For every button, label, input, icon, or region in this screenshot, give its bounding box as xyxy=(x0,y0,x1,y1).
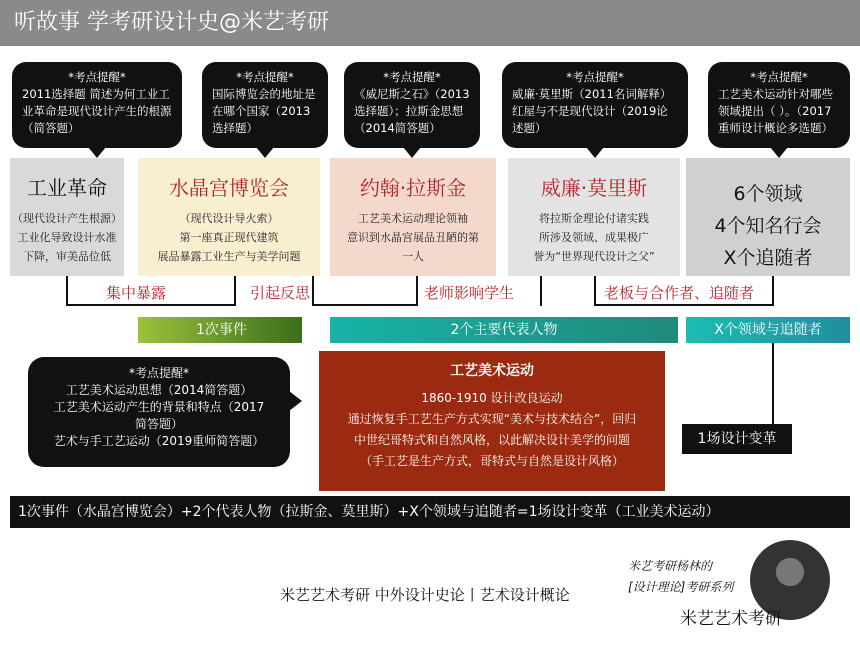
card-line: 工艺美术运动理论领袖 xyxy=(358,212,468,225)
tip-body: 工艺美术运动针对哪些领域提出（ ）。（2017重师设计概论多选题） xyxy=(718,87,833,135)
signature-line-1: 米艺考研杨林的 xyxy=(628,559,713,573)
card-title: 水晶宫博览会 xyxy=(169,176,289,200)
card-line: 意识到水晶宫展品丑陋的第 xyxy=(347,231,479,244)
summary-formula: 1次事件（水晶宫博览会）+2个代表人物（拉斯金、莫里斯）+X个领域与追随者=1场设计变革（工业美术运动） xyxy=(10,496,850,528)
connector-line xyxy=(416,276,418,306)
tip-head: *考点提醒* xyxy=(566,70,624,84)
core-line: 中世纪哥特式和自然风格，以此解决设计美学的问题 xyxy=(353,433,630,447)
john-ruskin-card xyxy=(330,158,496,276)
relation-label: 老师影响学生 xyxy=(424,284,515,302)
watermark-text: 米艺艺术考研 xyxy=(680,609,782,629)
tip-head: *考点提醒* xyxy=(68,70,126,84)
tip-body: 2011选择题 简述为何工业工业革命是现代设计产生的根源（简答题） xyxy=(22,87,172,135)
relation-label: 集中暴露 xyxy=(106,284,167,302)
design-revolution-label: 1场设计变革 xyxy=(682,424,792,454)
band-figures: 2个主要代表人物 xyxy=(330,317,678,343)
card-title: 工业革命 xyxy=(27,176,107,200)
tip-line: 艺术与手工艺运动（2019重师简答题） xyxy=(53,434,265,448)
card-line: （现代设计导火索） xyxy=(179,212,279,225)
connector-line xyxy=(66,276,68,306)
relation-label: 老板与合作者、追随者 xyxy=(604,284,755,302)
card-line: 下降，审美品位低 xyxy=(23,250,111,263)
tip-body: 国际博览会的地址是在哪个国家（2013选择题） xyxy=(212,87,316,135)
connector-line xyxy=(66,304,236,306)
tip-head: *考点提醒* xyxy=(750,70,808,84)
industrial-revolution-card xyxy=(10,158,124,276)
card-line: 誉为“世界现代设计之父” xyxy=(533,250,655,263)
tip-head: *考点提醒* xyxy=(236,70,294,84)
relation-label: 引起反思 xyxy=(250,284,311,302)
tip-line: 工艺美术运动产生的背景和特点（2017 xyxy=(53,400,265,414)
connector-line xyxy=(234,276,236,306)
connector-line xyxy=(772,276,774,306)
band-fields: X个领域与追随者 xyxy=(686,317,850,343)
tip-body: 《威尼斯之石》（2013选择题）；拉斯金思想（2014简答题） xyxy=(354,87,470,135)
connector-line xyxy=(594,304,774,306)
core-line: （手工艺是生产方式，哥特式与自然是设计风格） xyxy=(359,454,624,468)
card-line: 6个领域 xyxy=(733,183,803,205)
core-line: 1860-1910 设计改良运动 xyxy=(421,391,563,405)
page-header: 听故事 学考研设计史@米艺考研 xyxy=(0,0,860,46)
connector-line xyxy=(312,304,418,306)
card-title: 威廉·莫里斯 xyxy=(540,176,648,200)
connector-line xyxy=(312,276,314,306)
exam-tip-bubble-5 xyxy=(708,62,850,148)
exam-tip-bubble-3 xyxy=(344,62,480,148)
exam-tip-bubble-left xyxy=(28,357,290,467)
card-line: （现代设计产生根源） xyxy=(12,212,122,225)
exam-tip-bubble-1 xyxy=(12,62,182,148)
card-line: X个追随者 xyxy=(723,247,813,269)
tip-head: *考点提醒* xyxy=(128,366,189,380)
fields-followers-card xyxy=(686,158,850,276)
crystal-palace-card xyxy=(138,158,320,276)
card-line: 工业化导致设计水准 xyxy=(17,231,117,244)
card-line: 4个知名行会 xyxy=(714,215,822,237)
card-line: 所涉及领域、成果极广 xyxy=(539,231,649,244)
tip-body: 威廉·莫里斯（2011名词解释）红屋与不是现代设计（2019论述题） xyxy=(512,87,672,135)
arts-crafts-movement-box xyxy=(319,351,665,491)
exam-tip-bubble-2 xyxy=(202,62,328,148)
card-line: 第一座真正现代建筑 xyxy=(179,231,279,244)
card-line: 一人 xyxy=(402,250,424,263)
connector-line xyxy=(594,276,596,306)
connector-line xyxy=(540,276,542,306)
core-line: 通过恢复手工艺生产方式实现“美术与技术结合”，回归 xyxy=(347,412,637,426)
card-line: 展品暴露工业生产与美学问题 xyxy=(157,250,301,263)
tip-line: 简答题） xyxy=(134,417,183,431)
footer-text: 米艺艺术考研 中外设计史论丨艺术设计概论 xyxy=(280,586,570,604)
connector-line xyxy=(772,343,774,427)
exam-tip-bubble-4 xyxy=(502,62,688,148)
band-event: 1次事件 xyxy=(138,317,302,343)
william-morris-card xyxy=(508,158,680,276)
core-title: 工艺美术运动 xyxy=(450,363,534,379)
signature-line-2: [设计理论]考研系列 xyxy=(628,580,734,594)
tip-line: 工艺美术运动思想（2014简答题） xyxy=(65,383,253,397)
card-title: 约翰·拉斯金 xyxy=(359,176,467,200)
card-line: 将拉斯金理论付诸实践 xyxy=(539,212,649,225)
tip-head: *考点提醒* xyxy=(383,70,441,84)
